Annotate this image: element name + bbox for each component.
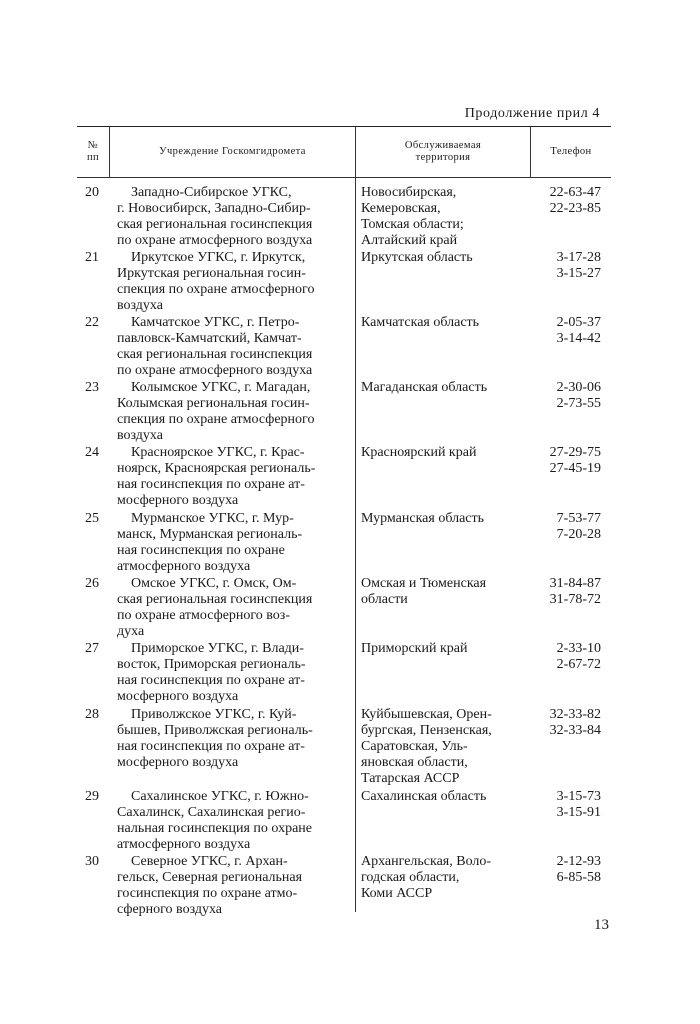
- institution-cell: [117, 789, 353, 853]
- territory-line: Архангельская, Воло-: [361, 854, 492, 869]
- phone-number: 22-63-47: [549, 185, 601, 200]
- row-number: 25: [85, 511, 99, 526]
- institution-cell: [117, 641, 353, 705]
- institution-line: ская региональная госинспекция: [117, 592, 313, 607]
- phone-cell: [543, 315, 601, 347]
- institution-cell: [117, 315, 353, 379]
- institution-line: мосферного воздуха: [117, 755, 239, 770]
- territory-cell: [361, 315, 531, 331]
- row-number: 27: [85, 641, 99, 656]
- institution-line: спекция по охране атмосферного: [117, 282, 315, 297]
- institution-line: Приволжское УГКС, г. Куй-: [131, 707, 297, 722]
- institution-line: ноярск, Красноярская региональ-: [117, 461, 316, 476]
- institution-line: Сахалинск, Сахалинская регио-: [117, 805, 306, 820]
- phone-number: 32-33-82: [549, 707, 601, 722]
- phone-number: 3-14-42: [556, 331, 601, 346]
- territory-line: Коми АССР: [361, 886, 433, 901]
- phone-number: 2-73-55: [556, 396, 601, 411]
- territory-line: Иркутская область: [361, 250, 473, 265]
- institution-line: воздуха: [117, 428, 163, 443]
- column-divider: [355, 127, 356, 912]
- territory-line: Татарская АССР: [361, 771, 460, 786]
- territory-line: годская области,: [361, 870, 460, 885]
- institution-cell: [117, 380, 353, 444]
- territory-cell: [361, 511, 531, 527]
- header-institution-label: Учреждение Госкомгидромета: [159, 146, 306, 157]
- phone-cell: [543, 250, 601, 282]
- institution-line: Западно-Сибирское УГКС,: [131, 185, 292, 200]
- phone-number: 2-12-93: [556, 854, 601, 869]
- row-number: 28: [85, 707, 99, 722]
- institution-line: нальная госинспекция по охране: [117, 821, 312, 836]
- institution-line: ная госинспекция по охране ат-: [117, 477, 305, 492]
- territory-cell: [361, 185, 531, 249]
- institution-line: ская региональная госинспекция: [117, 217, 313, 232]
- territory-line: Новосибирская,: [361, 185, 457, 200]
- phone-number: 3-15-27: [556, 266, 601, 281]
- institution-line: Северное УГКС, г. Архан-: [131, 854, 288, 869]
- row-number: 21: [85, 250, 99, 265]
- phone-cell: [543, 511, 601, 543]
- institution-cell: [117, 854, 353, 918]
- institution-line: духа: [117, 624, 145, 639]
- institution-line: манск, Мурманская региональ-: [117, 527, 303, 542]
- territory-line: Омская и Тюменская: [361, 576, 487, 591]
- phone-cell: [543, 854, 601, 886]
- header-territory-label: Обслуживаемая территория: [404, 140, 482, 163]
- institution-line: гельск, Северная региональная: [117, 870, 303, 885]
- phone-number: 7-53-77: [556, 511, 601, 526]
- institution-line: восток, Приморская региональ-: [117, 657, 306, 672]
- institution-line: ская региональная госинспекция: [117, 347, 313, 362]
- territory-line: Томская области;: [361, 217, 464, 232]
- column-divider: [109, 127, 110, 177]
- institution-line: атмосферного воздуха: [117, 837, 251, 852]
- institution-line: Камчатское УГКС, г. Петро-: [131, 315, 300, 330]
- territory-cell: [361, 854, 531, 902]
- territory-line: Алтайский край: [361, 233, 458, 248]
- institution-cell: [117, 511, 353, 575]
- phone-cell: [543, 576, 601, 608]
- row-number: 26: [85, 576, 99, 591]
- institution-line: спекция по охране атмосферного: [117, 412, 315, 427]
- institution-line: ная госинспекция по охране ат-: [117, 739, 305, 754]
- phone-cell: [543, 789, 601, 821]
- header-bottom-rule: [77, 177, 611, 178]
- row-number: 30: [85, 854, 99, 869]
- institution-line: мосферного воздуха: [117, 493, 239, 508]
- territory-cell: [361, 380, 531, 396]
- phone-number: 2-67-72: [556, 657, 601, 672]
- territory-cell: [361, 576, 531, 608]
- institution-line: Колымское УГКС, г. Магадан,: [131, 380, 311, 395]
- column-divider: [530, 127, 531, 177]
- territory-cell: [361, 789, 531, 805]
- header-phone: [531, 127, 611, 177]
- institution-line: Иркутское УГКС, г. Иркутск,: [131, 250, 306, 265]
- header-number-label: № пп: [86, 140, 100, 163]
- phone-number: 22-23-85: [549, 201, 601, 216]
- institution-line: мосферного воздуха: [117, 689, 239, 704]
- phone-number: 2-30-06: [556, 380, 601, 395]
- institution-line: павловск-Камчатский, Камчат-: [117, 331, 302, 346]
- page-number: 13: [594, 917, 609, 933]
- row-number: 20: [85, 185, 99, 200]
- phone-number: 31-78-72: [549, 592, 601, 607]
- institution-cell: [117, 576, 353, 640]
- phone-cell: [543, 707, 601, 739]
- territory-cell: [361, 445, 531, 461]
- header-phone-label: Телефон: [550, 146, 592, 157]
- row-number: 29: [85, 789, 99, 804]
- row-number: 22: [85, 315, 99, 330]
- institution-line: по охране атмосферного воз-: [117, 608, 291, 623]
- territory-line: области: [361, 592, 408, 607]
- territory-line: Приморский край: [361, 641, 468, 656]
- territory-line: Саратовская, Уль-: [361, 739, 468, 754]
- phone-number: 27-45-19: [549, 461, 601, 476]
- institution-line: Мурманское УГКС, г. Мур-: [131, 511, 294, 526]
- institution-line: бышев, Приволжская региональ-: [117, 723, 313, 738]
- institution-line: Приморское УГКС, г. Влади-: [131, 641, 304, 656]
- phone-number: 27-29-75: [549, 445, 601, 460]
- phone-cell: [543, 641, 601, 673]
- territory-cell: [361, 707, 531, 787]
- territory-line: Сахалинская область: [361, 789, 487, 804]
- institution-cell: [117, 250, 353, 314]
- territory-line: Магаданская область: [361, 380, 488, 395]
- institution-cell: [117, 707, 353, 771]
- territory-line: Кемеровская,: [361, 201, 441, 216]
- phone-number: 7-20-28: [556, 527, 601, 542]
- institution-cell: [117, 445, 353, 509]
- territory-line: Красноярский край: [361, 445, 477, 460]
- institution-line: по охране атмосферного воздуха: [117, 363, 313, 378]
- institution-line: ная госинспекция по охране ат-: [117, 673, 305, 688]
- territory-line: Камчатская область: [361, 315, 480, 330]
- phone-number: 3-15-73: [556, 789, 601, 804]
- header-institution: [110, 127, 355, 177]
- row-number: 24: [85, 445, 99, 460]
- phone-number: 3-15-91: [556, 805, 601, 820]
- institution-line: атмосферного воздуха: [117, 559, 251, 574]
- institution-line: г. Новосибирск, Западно-Сибир-: [117, 201, 311, 216]
- header-territory: [356, 127, 530, 177]
- territory-cell: [361, 641, 531, 657]
- institution-line: Колымская региональная госин-: [117, 396, 310, 411]
- institution-line: сферного воздуха: [117, 902, 222, 917]
- institution-line: ная госинспекция по охране: [117, 543, 285, 558]
- territory-line: Мурманская область: [361, 511, 485, 526]
- institution-line: воздуха: [117, 298, 163, 313]
- header-number: [77, 127, 109, 177]
- institution-cell: [117, 185, 353, 249]
- institution-line: Сахалинское УГКС, г. Южно-: [131, 789, 309, 804]
- phone-number: 2-33-10: [556, 641, 601, 656]
- institution-line: госинспекция по охране атмо-: [117, 886, 298, 901]
- phone-cell: [543, 380, 601, 412]
- institution-line: Омское УГКС, г. Омск, Ом-: [131, 576, 297, 591]
- phone-number: 31-84-87: [549, 576, 601, 591]
- phone-cell: [543, 185, 601, 217]
- institution-line: Красноярское УГКС, г. Крас-: [131, 445, 305, 460]
- phone-number: 32-33-84: [549, 723, 601, 738]
- continuation-caption: Продолжение прил 4: [464, 106, 600, 121]
- phone-number: 2-05-37: [556, 315, 601, 330]
- territory-line: бургская, Пензенская,: [361, 723, 492, 738]
- phone-cell: [543, 445, 601, 477]
- row-number: 23: [85, 380, 99, 395]
- territory-cell: [361, 250, 531, 266]
- institution-line: Иркутская региональная госин-: [117, 266, 306, 281]
- phone-number: 3-17-28: [556, 250, 601, 265]
- territory-line: Куйбышевская, Орен-: [361, 707, 492, 722]
- territory-line: яновская области,: [361, 755, 468, 770]
- institution-line: по охране атмосферного воздуха: [117, 233, 313, 248]
- phone-number: 6-85-58: [556, 870, 601, 885]
